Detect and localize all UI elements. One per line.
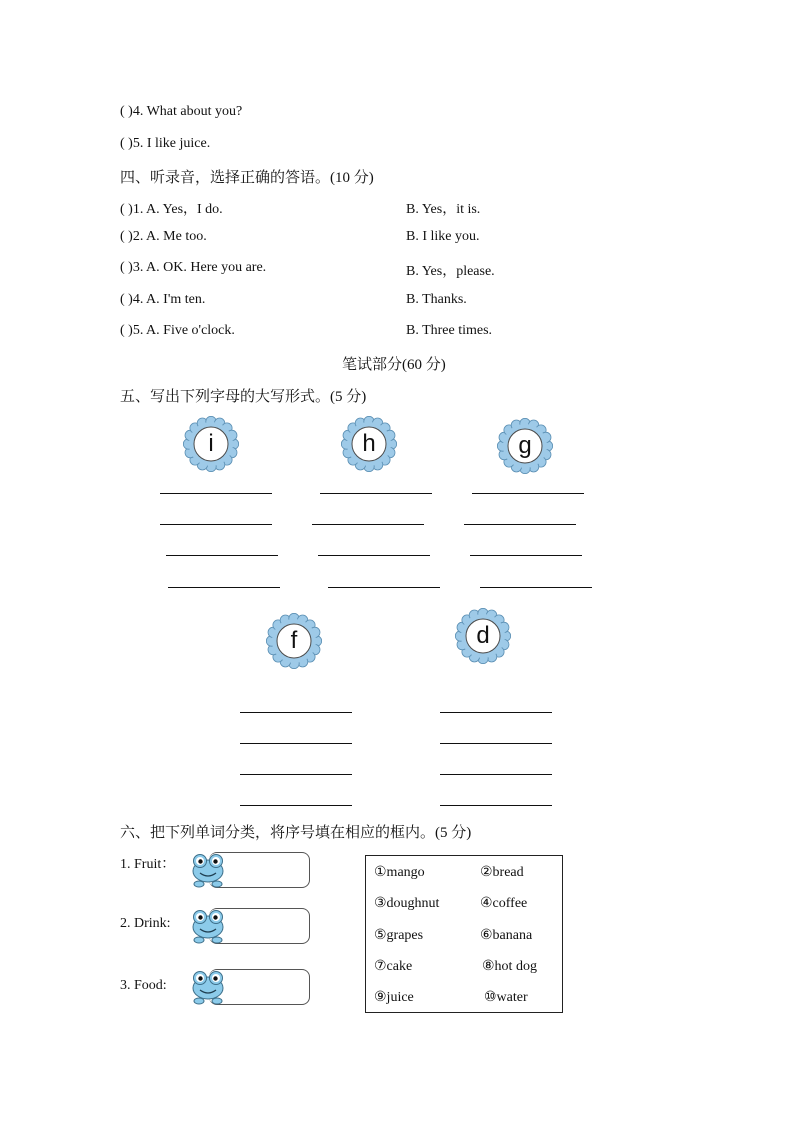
- section-heading: 五、写出下列字母的大写形式。(5 分): [120, 389, 367, 405]
- letter: h: [362, 430, 376, 457]
- option-b: B. Thanks.: [406, 292, 467, 307]
- category-label: 2. Drink:: [120, 916, 171, 931]
- question-row: [120, 198, 223, 218]
- word-item: ⑥banana: [480, 928, 533, 943]
- word-bank: [365, 855, 563, 1013]
- word-item: ④coffee: [480, 896, 528, 911]
- writing-line[interactable]: [464, 524, 576, 525]
- letter: f: [290, 627, 298, 654]
- option-b: B. Yes，it is.: [406, 202, 481, 217]
- option-b: B. I like you.: [406, 229, 480, 244]
- writing-line[interactable]: [240, 743, 352, 744]
- writing-line[interactable]: [240, 774, 352, 775]
- writing-line[interactable]: [240, 712, 352, 713]
- writing-line[interactable]: [166, 555, 278, 556]
- word-item: ⑨juice: [374, 990, 414, 1005]
- part-title: 笔试部分(60 分): [342, 357, 446, 373]
- letter-badge: [341, 416, 397, 472]
- word-item: ①mango: [374, 865, 425, 880]
- option-a: 3. A. OK. Here you are.: [132, 260, 267, 275]
- word-item: ⑩water: [484, 990, 528, 1005]
- answer-parentheses[interactable]: ( ): [120, 202, 133, 217]
- writing-line[interactable]: [472, 493, 584, 494]
- word-item: ⑦cake: [374, 959, 413, 974]
- option-b: B. Three times.: [406, 323, 493, 338]
- option-a: 1. A. Yes，I do.: [132, 202, 223, 217]
- frog-icon-svg: [190, 905, 226, 945]
- answer-parentheses[interactable]: ( ): [120, 229, 133, 244]
- writing-line[interactable]: [470, 555, 582, 556]
- option-a: 4. A. I'm ten.: [132, 292, 206, 307]
- question-row: [120, 292, 205, 308]
- writing-line[interactable]: [440, 712, 552, 713]
- option-b: B. Yes，please.: [406, 264, 495, 279]
- writing-line[interactable]: [328, 587, 440, 588]
- question-text: 5. I like juice.: [132, 136, 211, 151]
- letter: i: [208, 430, 214, 457]
- frog-icon-svg: [190, 966, 226, 1006]
- option-a: 5. A. Five o'clock.: [132, 323, 235, 338]
- letter: g: [518, 432, 532, 459]
- letter-badge: [497, 418, 553, 474]
- answer-parentheses[interactable]: ( ): [120, 323, 133, 338]
- question-row: [120, 104, 242, 120]
- word-item: ③doughnut: [374, 896, 440, 911]
- writing-line[interactable]: [240, 805, 352, 806]
- word-item: ⑧hot dog: [482, 959, 537, 974]
- writing-line[interactable]: [480, 587, 592, 588]
- frog-icon: [190, 966, 226, 1006]
- writing-line[interactable]: [440, 743, 552, 744]
- writing-line[interactable]: [168, 587, 280, 588]
- option-a: 2. A. Me too.: [132, 229, 207, 244]
- answer-parentheses[interactable]: ( ): [120, 136, 133, 151]
- letter-badge: [266, 613, 322, 669]
- writing-line[interactable]: [440, 774, 552, 775]
- writing-line[interactable]: [440, 805, 552, 806]
- answer-parentheses[interactable]: ( ): [120, 104, 133, 119]
- frog-icon-svg: [190, 849, 226, 889]
- writing-line[interactable]: [318, 555, 430, 556]
- letter-badge: [183, 416, 239, 472]
- category-label: 3. Food:: [120, 978, 167, 993]
- question-row: [120, 260, 266, 276]
- letter-badge: [455, 608, 511, 664]
- writing-line[interactable]: [312, 524, 424, 525]
- answer-parentheses[interactable]: ( ): [120, 292, 133, 307]
- writing-line[interactable]: [320, 493, 432, 494]
- word-item: ②bread: [480, 865, 524, 880]
- word-item: ⑤grapes: [374, 928, 424, 943]
- answer-parentheses[interactable]: ( ): [120, 260, 133, 275]
- section-heading: 六、把下列单词分类，将序号填在相应的框内。(5 分): [120, 825, 472, 841]
- writing-line[interactable]: [160, 524, 272, 525]
- question-text: 4. What about you?: [132, 104, 243, 119]
- letter: d: [476, 622, 490, 649]
- frog-icon: [190, 849, 226, 889]
- frog-icon: [190, 905, 226, 945]
- writing-line[interactable]: [160, 493, 272, 494]
- question-row: [120, 136, 210, 152]
- category-label: 1. Fruit：: [120, 857, 176, 872]
- question-row: [120, 229, 207, 245]
- section-heading: 四、听录音，选择正确的答语。(10 分): [120, 170, 374, 186]
- question-row: [120, 323, 235, 339]
